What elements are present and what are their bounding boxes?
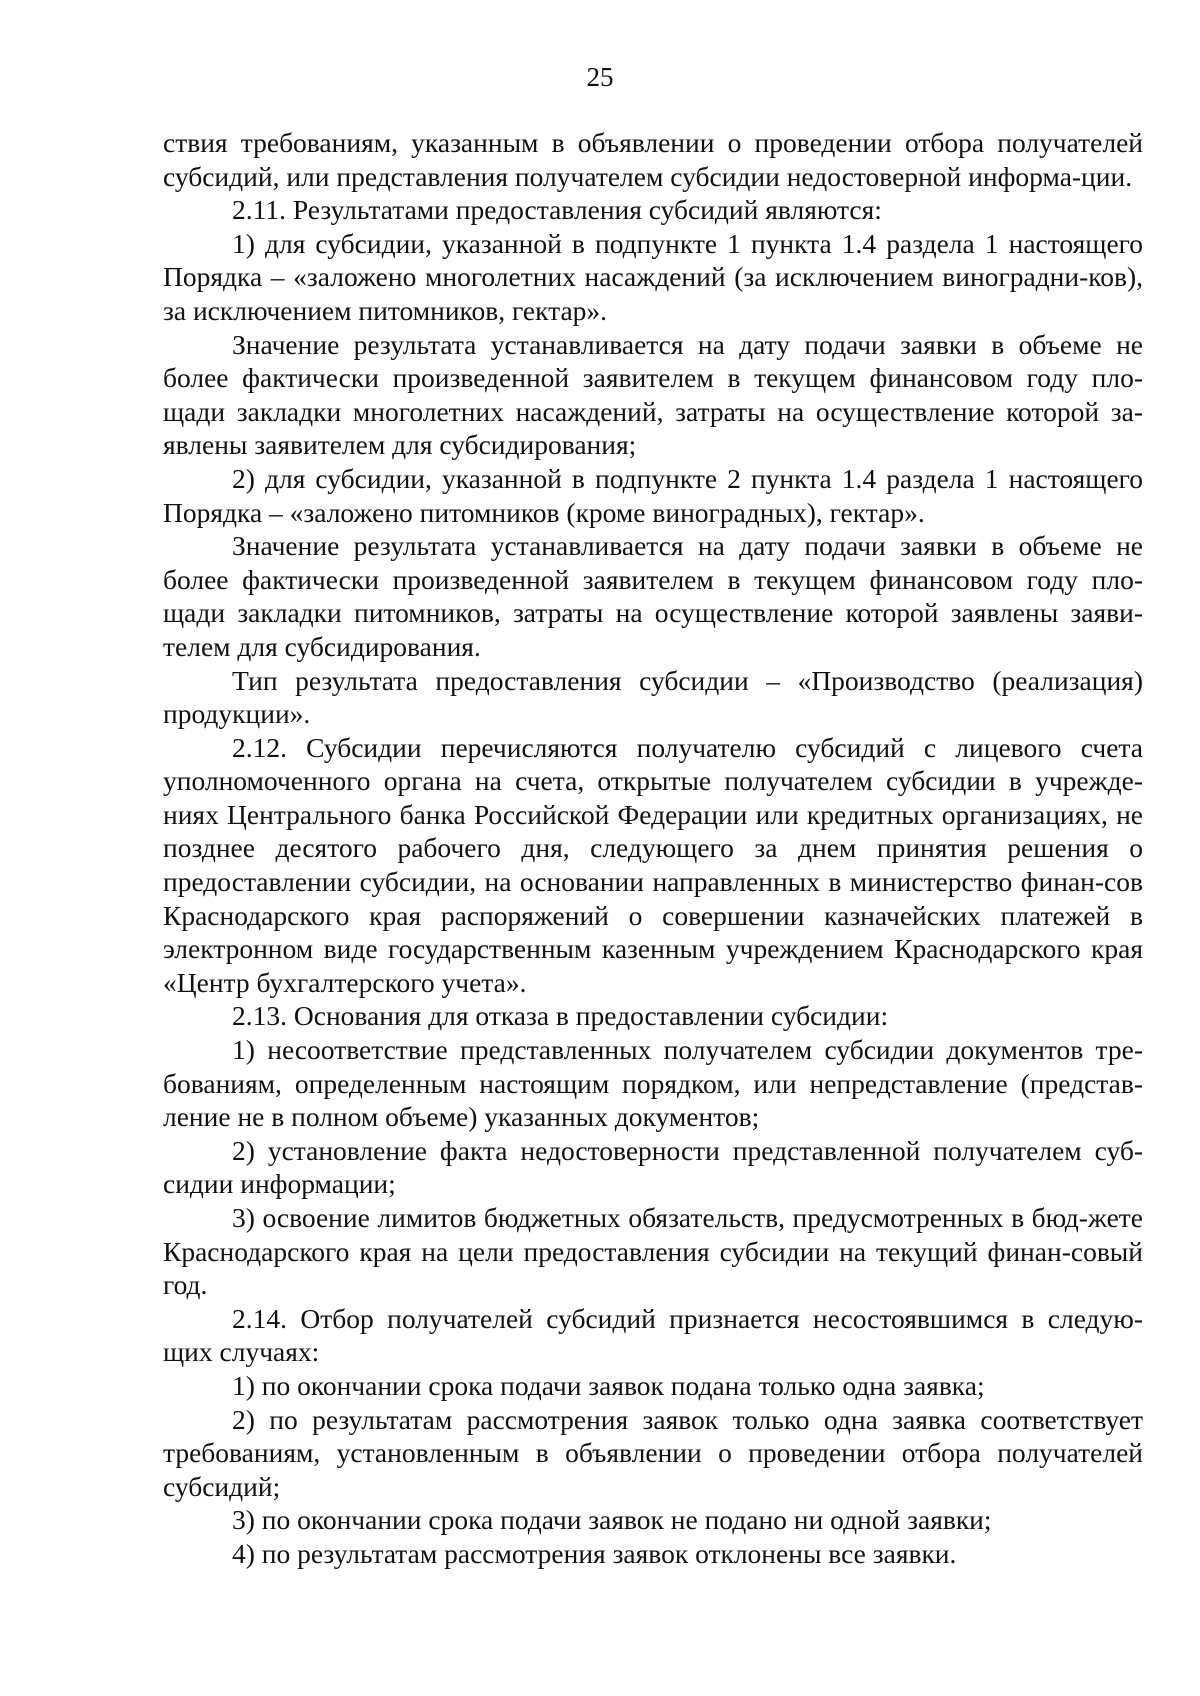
paragraph-continuation: ствия требованиям, указанным в объявлении о проведении отбора получателей субсидий, или представления получателем субсидии недостоверной информа-ции. xyxy=(163,127,1143,192)
paragraph-2-14-item-3: 3) по окончании срока подачи заявок не подано ни одной заявки; xyxy=(232,1504,992,1536)
paragraph-2-14-item-4: 4) по результатам рассмотрения заявок отклонены все заявки. xyxy=(232,1537,957,1569)
paragraph-2-12: 2.12. Субсидии перечисляются получателю субсидий с лицевого счета уполномоченного органа на счета, открытые получателем субсидии в учрежде-ниях Центрального банка Российской Федерации или кредитных организациях, не позднее десятого рабочего дня, следующего за днем принятия решения о предоставлении субсидии, на основании направленных в министерство финан-сов Краснодарского края распоряжений о совершении казначейских платежей в электронном виде государственным казенным учреждением Краснодарского края «Центр бухгалтерского учета». xyxy=(163,731,1143,998)
paragraph-2-13-item-1: 1) несоответствие представленных получателем субсидии документов тре-бованиям, определенным настоящим порядком, или непредставление (представ-ление не в полном объеме) указанных документов; xyxy=(163,1034,1143,1133)
paragraph-2-14-item-2: 2) по результатам рассмотрения заявок только одна заявка соответствует требованиям, установленным в объявлении о проведении отбора получателей субсидий; xyxy=(163,1403,1143,1502)
paragraph-2-11-result-type: Тип результата предоставления субсидии – «Производство (реализация) продукции». xyxy=(163,664,1143,730)
paragraph-2-11-item-2: 2) для субсидии, указанной в подпункте 2 пункта 1.4 раздела 1 настоящего Порядка – «заложено питомников (кроме виноградных), гектар». xyxy=(163,462,1143,528)
document-body xyxy=(163,126,1143,1571)
paragraph-2-13-item-2: 2) установление факта недостоверности представленной получателем суб-сидии информации; xyxy=(163,1134,1143,1200)
paragraph-2-14-item-1: 1) по окончании срока подачи заявок подана только одна заявка; xyxy=(232,1369,985,1401)
paragraph-2-13: 2.13. Основания для отказа в предоставлении субсидии: xyxy=(232,1000,889,1032)
paragraph-2-11-item-1-value: Значение результата устанавливается на дату подачи заявки в объеме не более фактически произведенной заявителем в текущем финансовом году пло-щади закладки многолетних насаждений, затраты на осуществление которой за-явлены заявителем для субсидирования; xyxy=(163,328,1143,461)
paragraph-2-11-item-2-value: Значение результата устанавливается на дату подачи заявки в объеме не более фактически произведенной заявителем в текущем финансовом году пло-щади закладки питомников, затраты на осуществление которой заявлены заяви-телем для субсидирования. xyxy=(163,530,1143,662)
page-number: 25 xyxy=(586,62,614,92)
paragraph-2-11: 2.11. Результатами предоставления субсидий являются: xyxy=(232,194,882,226)
paragraph-2-13-item-3: 3) освоение лимитов бюджетных обязательств, предусмотренных в бюд-жете Краснодарского края на цели предоставления субсидии на текущий финан-совый год. xyxy=(163,1202,1143,1301)
paragraph-2-14: 2.14. Отбор получателей субсидий признается несостоявшимся в следую-щих случаях: xyxy=(163,1302,1143,1368)
paragraph-2-11-item-1: 1) для субсидии, указанной в подпункте 1 пункта 1.4 раздела 1 настоящего Порядка – «заложено многолетних насаждений (за исключением виноградни-ков), за исключением питомников, гектар». xyxy=(163,227,1143,326)
